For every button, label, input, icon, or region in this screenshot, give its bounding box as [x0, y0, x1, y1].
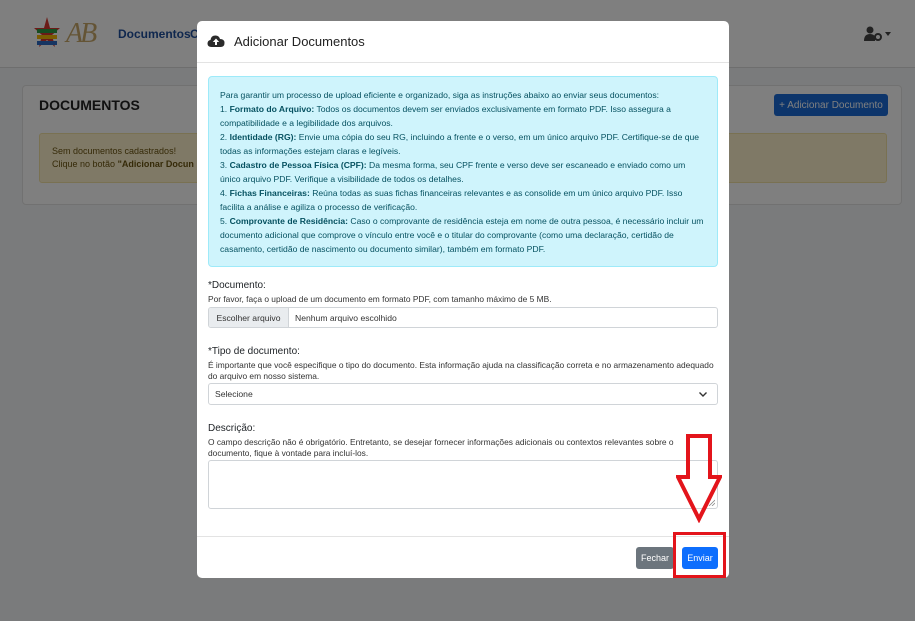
instruction-heading: Comprovante de Residência:	[229, 216, 348, 226]
cloud-upload-icon	[207, 34, 225, 48]
document-type-selected: Selecione	[215, 389, 253, 399]
choose-file-button[interactable]: Escolher arquivo	[209, 308, 289, 327]
add-documents-modal	[197, 21, 729, 578]
description-field-label: Descrição:	[208, 423, 256, 434]
instruction-text: Envie uma cópia do seu RG, incluindo a frente e o verso, em um único arquivo PDF. Certifique-se de que todas as informações estejam claras e legíveis.	[220, 132, 700, 156]
description-textarea[interactable]	[208, 460, 718, 509]
description-field-help: O campo descrição não é obrigatório. Entretanto, se desejar fornecer informações adicionais ou contextos relevantes sobre o documento, fique à vontade para incluí-los.	[208, 437, 674, 458]
document-file-input[interactable]	[208, 307, 718, 328]
instruction-heading: Identidade (RG):	[229, 132, 297, 142]
upload-instructions	[208, 76, 718, 267]
instruction-item	[220, 186, 706, 214]
instruction-number: 3.	[220, 160, 230, 170]
type-field-help: É importante que você especifique o tipo do documento. Esta informação ajuda na classificação correta e no armazenamento adequado do arquivo em nosso sistema.	[208, 360, 714, 381]
instruction-heading: Cadastro de Pessoa Física (CPF):	[229, 160, 367, 170]
close-button[interactable]: Fechar	[636, 547, 674, 569]
instruction-number: 5.	[220, 216, 230, 226]
instruction-heading: Formato do Arquivo:	[229, 104, 315, 114]
modal-header	[197, 21, 729, 63]
instruction-number: 1.	[220, 104, 230, 114]
type-field-label: *Tipo de documento:	[208, 346, 300, 357]
instruction-item	[220, 214, 706, 256]
instruction-text: Da mesma forma, seu CPF frente e verso deve ser escaneado e enviado como um único arquivo PDF. Verifique a visibilidade de todos os detalhes.	[220, 160, 686, 184]
send-button[interactable]: Enviar	[682, 547, 718, 569]
instruction-text: Todos os documentos devem ser enviados exclusivamente em formato PDF. Isso assegura a compatibilidade e a legibilidade dos arquivos.	[220, 104, 671, 128]
instruction-item	[220, 130, 706, 158]
document-type-select[interactable]	[208, 383, 718, 405]
instruction-item	[220, 102, 706, 130]
instruction-number: 4.	[220, 188, 230, 198]
annotation-highlight-box	[673, 532, 726, 578]
file-status: Nenhum arquivo escolhido	[295, 312, 397, 323]
document-field-label: *Documento:	[208, 280, 266, 291]
annotation-arrow-icon	[676, 433, 722, 523]
instruction-text: Caso o comprovante de residência esteja em nome de outra pessoa, é necessário incluir um documento adicional que comprove o vínculo entre você e o titular do comprovante (como uma declaração, certidão de casamento, certidão de nascimento ou documento similar), também em formato PDF.	[220, 216, 704, 254]
instruction-heading: Fichas Financeiras:	[229, 188, 310, 198]
modal-footer	[197, 536, 729, 578]
document-field-help: Por favor, faça o upload de um documento em formato PDF, com tamanho máximo de 5 MB.	[208, 294, 552, 304]
instructions-intro: Para garantir um processo de upload eficiente e organizado, siga as instruções abaixo ao enviar seus documentos:	[220, 90, 660, 100]
chevron-down-icon	[698, 389, 708, 399]
modal-title: Adicionar Documentos	[234, 34, 365, 49]
instruction-number: 2.	[220, 132, 230, 142]
instruction-item	[220, 158, 706, 186]
instruction-text: Reúna todas as suas fichas financeiras relevantes e as consolide em um único arquivo PDF. Isso facilita a análise e agiliza o processo de verificação.	[220, 188, 683, 212]
